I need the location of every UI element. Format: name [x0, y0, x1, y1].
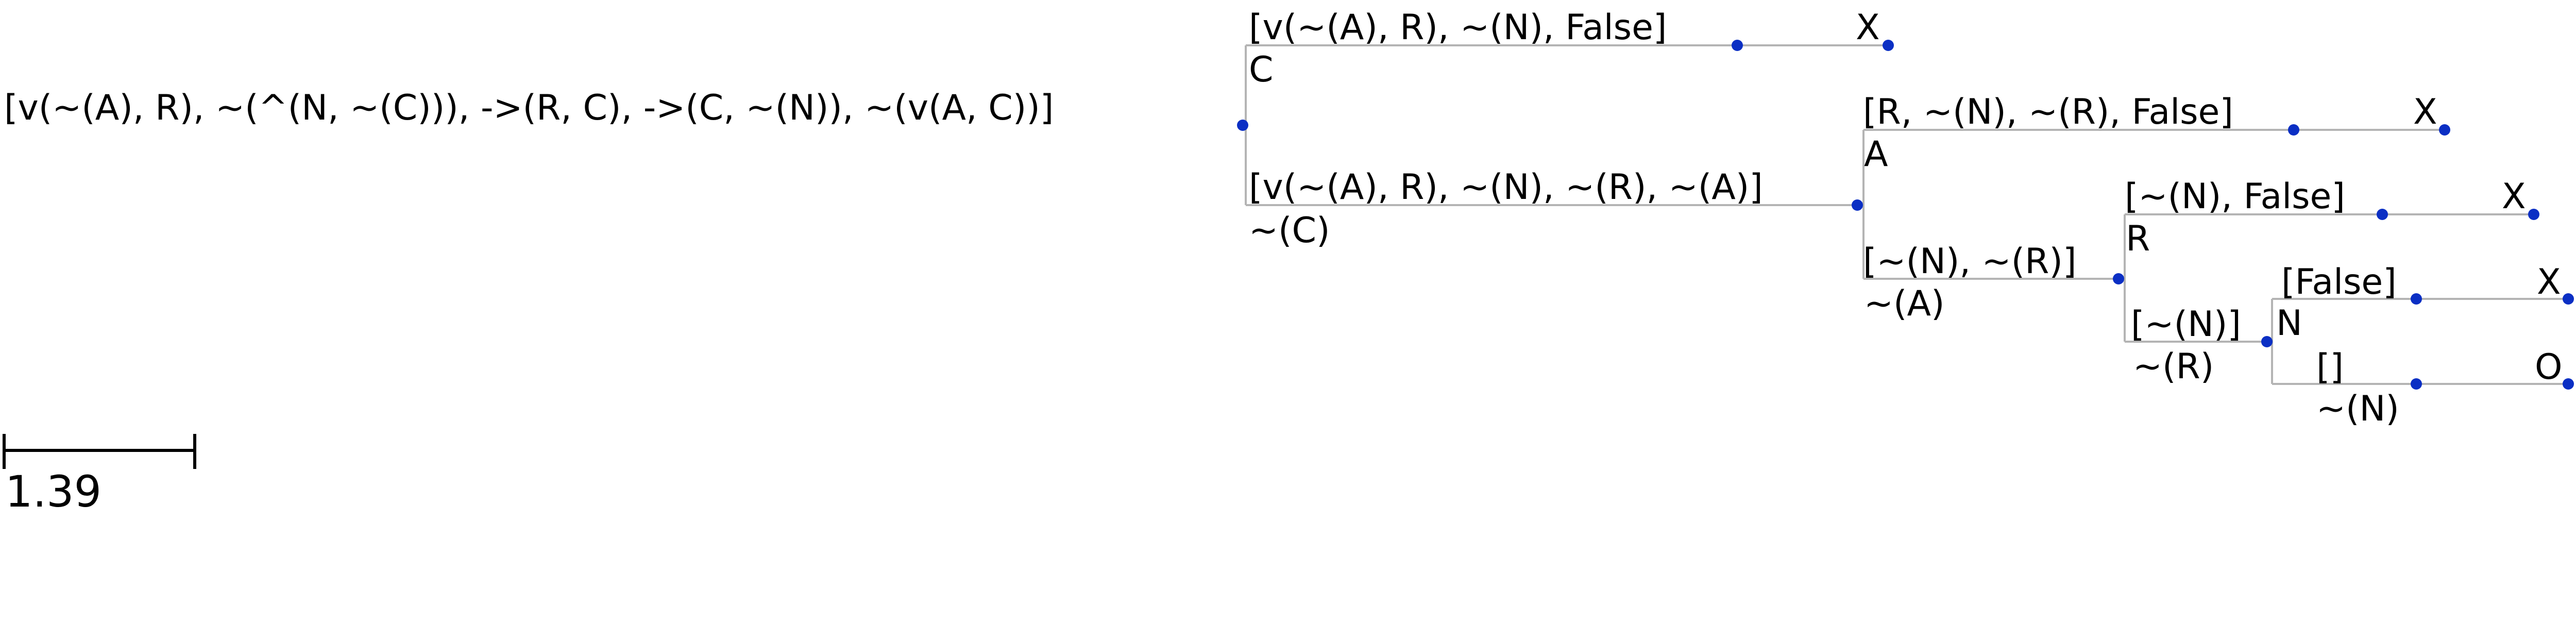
node-formula-n6: [~(N), ~(R)] — [1863, 241, 2077, 282]
branch-label-n9: ~(R) — [2133, 346, 2214, 387]
branch-label-n6: ~(A) — [1864, 283, 1945, 324]
node-dot-n0 — [1237, 120, 1248, 131]
node-dot-n2 — [1883, 40, 1894, 51]
node-formula-n7: [~(N), False] — [2125, 176, 2345, 217]
node-dot-n6 — [2113, 273, 2124, 284]
node-dot-n10 — [2411, 293, 2422, 305]
node-formula-n12: [] — [2316, 347, 2344, 388]
branch-label-n10: N — [2276, 303, 2302, 344]
scale-bar-label: 1.39 — [5, 466, 102, 517]
scale-bar — [4, 434, 195, 517]
node-formula-n4: [R, ~(N), ~(R), False] — [1863, 92, 2233, 132]
node-formula-n9: [~(N)] — [2131, 304, 2241, 345]
node-dot-n11 — [2563, 293, 2574, 305]
branch-label-n12: ~(N) — [2316, 389, 2399, 429]
node-formula-n0: [v(~(A), R), ~(^(N, ~(C))), ->(R, C), ->(C, ~(N)), ~(v(A, C))] — [4, 88, 1054, 128]
node-dot-n8 — [2528, 209, 2539, 220]
branch-label-n7: R — [2126, 218, 2150, 259]
node-dot-n4 — [2288, 124, 2299, 136]
node-dot-n5 — [2439, 124, 2450, 136]
node-formula-n1: [v(~(A), R), ~(N), False] — [1249, 7, 1667, 48]
branch-label-n4: A — [1864, 134, 1888, 175]
node-formulas — [4, 7, 2563, 388]
node-dot-n9 — [2261, 336, 2273, 347]
node-formula-n13: O — [2535, 347, 2563, 388]
node-dot-n1 — [1732, 40, 1743, 51]
branch-label-n3: ~(C) — [1249, 210, 1330, 251]
node-dot-n12 — [2411, 378, 2422, 390]
node-formula-n2: X — [1856, 7, 1880, 48]
node-formula-n5: X — [2413, 92, 2437, 132]
node-formula-n11: X — [2537, 262, 2561, 302]
node-dot-n7 — [2377, 209, 2388, 220]
node-dot-n13 — [2563, 378, 2574, 390]
node-formula-n8: X — [2502, 176, 2526, 217]
branch-label-n1: C — [1249, 49, 1274, 90]
node-formula-n10: [False] — [2281, 262, 2397, 302]
node-dot-n3 — [1852, 199, 1863, 211]
node-formula-n3: [v(~(A), R), ~(N), ~(R), ~(A)] — [1249, 167, 1763, 208]
